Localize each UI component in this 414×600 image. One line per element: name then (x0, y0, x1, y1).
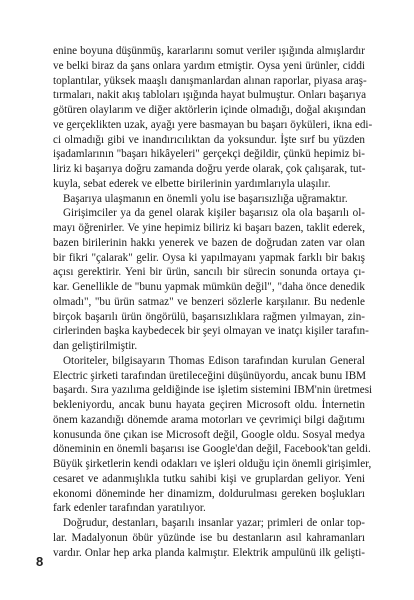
text-line: mayı öğrenirler. Ve yine hepimiz biliriz ki başarı bazen, taklit ederek, (53, 222, 365, 234)
text-line: toplantılar, yüksek maaşlı danışmanlardan alınan raporlar, piyasa araş- (53, 74, 367, 87)
text-line: işadamlarının "başarı hikâyeleri" gerçekçi değildir, çünkü hepimiz bi- (53, 148, 365, 161)
text-line: enine boyuna düşünmüş, kararlarını somut veriler ışığında almışlardır (53, 45, 365, 57)
text-line: bir fikri "çalarak" gelir. Oysa ki yapılmayanı yapmak farklı bir bakış (53, 251, 365, 264)
text-line: Girişimciler ya da genel olarak kişiler başarısız ola ola başarılı ol- (63, 207, 365, 220)
text-line: Doğrudur, destanları, başarılı insanlar yazar; primleri de onlar top- (63, 517, 365, 529)
text-line: vardır. Onlar hep arka planda kalmıştır. Elektrik ampulünü ilk gelişti- (53, 546, 365, 559)
text-line: bazen birilerinin hakkı yenerek ve bazen de doğrudan zaten var olan (53, 236, 365, 249)
text-line: açısı gerektirir. Yeni bir ürün, sancılı bir sürecin sonunda ortaya çı- (53, 266, 365, 279)
text-line: Büyük şirketlerin kendi odakları ve işleri olduğu için önemli girişimler, (53, 458, 372, 470)
text-line: konusunda öne çıkan ise Microsoft değil, Google oldu. Sosyal medya (53, 428, 365, 441)
paragraph-1 (53, 44, 373, 192)
text-line: olmadı", "bu ürün satmaz" ve benzeri sözlerle karşılanır. Bu nedenle (53, 295, 365, 308)
text-line: Başarıya ulaşmanın en önemli yolu ise başarısızlığa uğramaktır. (63, 192, 348, 205)
paragraph-2 (53, 192, 365, 207)
text-line: ekonomi döneminde her dinamizm, doldurulması gereken boşlukları (53, 487, 365, 500)
paragraph-3 (53, 206, 369, 354)
text-line: döneminin en önemli başarısı ise Google'dan değil, Facebook'tan geldi. (53, 443, 371, 456)
text-line: götüren olaylarım ve diğer aktörlerin içinde olmadığı, doğal akışından (53, 104, 366, 116)
text-line: tırmaları, nakit akış tabloları ışığında hayat bulmuştur. Onları başarıya (53, 89, 367, 102)
text-line: dan geliştirilmiştir. (53, 340, 138, 352)
text-line: kar. Genellikle de "bunu yapmak mümkün değil", "daha önce denedik (53, 281, 365, 293)
paragraph-5 (53, 516, 365, 560)
text-line: ci olmadığı gibi ve inandırıcılıktan da yoksundur. İşte sırf bu yüzden (53, 133, 365, 146)
text-line: cesaret ve adanmışlıkla tutku sahibi kişi ve gruplardan geliyor. Yeni (53, 472, 365, 485)
paragraph-4 (53, 354, 373, 516)
text-line: kuyla, sebat ederek ve elbette birilerinin yardımlarıyla ulaşılır. (53, 177, 331, 190)
text-line: önem kazandığı dönemde arama motorları ve çevrimiçi bilgi dağıtımı (53, 413, 365, 426)
text-line: ve belki biraz da şans onlara yardım etmiştir. Oysa yeni ürünler, ciddi (53, 59, 365, 72)
text-line: fark edenler tarafından yaratılıyor. (53, 502, 206, 515)
text-line: Electric şirketi tarafından üretileceğini düşünüyordu, ancak bunu IBM (53, 369, 367, 382)
page-number: 8 (36, 554, 44, 569)
text-line: lar. Madalyonun öbür yüzünde ise bu destanların asıl kahramanları (53, 531, 365, 544)
text-line: birçok başarılı ürün öngörülü, başarısızlıklara rağmen yılmayan, zin- (53, 310, 365, 323)
text-line: bekleniyordu, ancak bunu hayata geçiren Microsoft oldu. İnternetin (53, 399, 365, 411)
text-line: Otoriteler, bilgisayarın Thomas Edison tarafından kurulan General (63, 354, 365, 367)
text-line: ve gerçeklikten uzak, ayağı yere basmayan bu başarı öyküleri, ikna edi- (53, 118, 373, 131)
body-text (53, 44, 373, 560)
text-line: cirlerinden başka kaybedecek bir şeyi olmayan ve inatçı kişiler tarafın- (53, 325, 369, 338)
text-line: liriz ki başarıya doğru zamanda doğru yerde olarak, çok çalışarak, tut- (53, 163, 366, 175)
text-line: başardı. Sıra yazılıma geldiğinde ise işletim sistemini IBM'nin üretmesi (53, 384, 373, 397)
